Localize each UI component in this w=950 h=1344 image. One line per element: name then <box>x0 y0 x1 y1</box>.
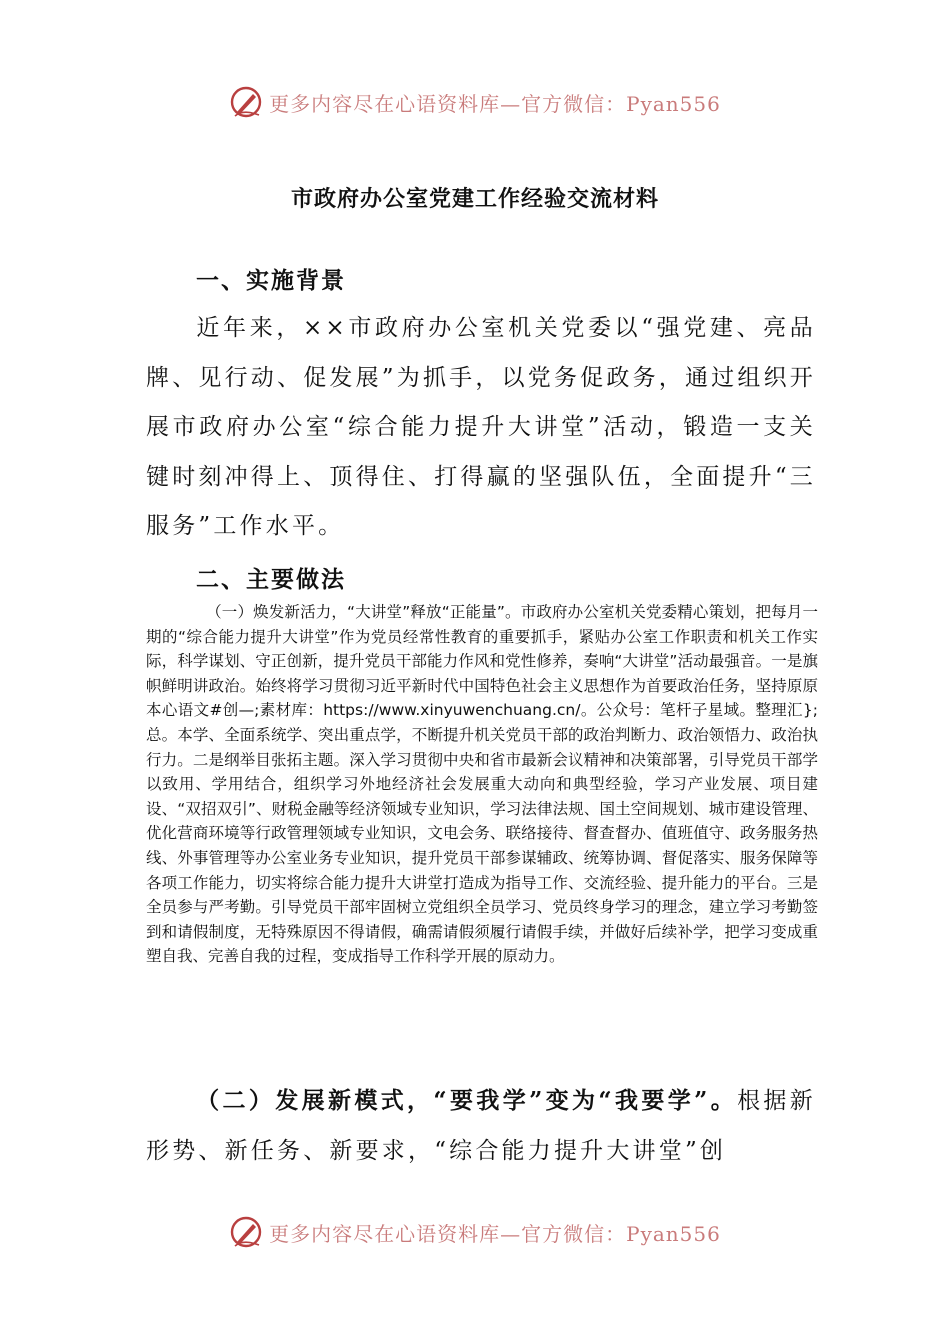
practice-part2-lead: （二）发展新模式，“要我学”变为“我要学”。 <box>196 1087 738 1114</box>
section-heading-main-practices: 二、主要做法 <box>196 566 346 593</box>
document-title: 市政府办公室党建工作经验交流材料 <box>290 186 659 212</box>
watermark-text: 更多内容尽在心语资料库—官方微信：Pyan556 <box>269 91 721 116</box>
section-heading-background: 一、实施背景 <box>196 267 346 294</box>
watermark-text: 更多内容尽在心语资料库—官方微信：Pyan556 <box>269 1221 721 1246</box>
practice-part2-text: 根据新形势、新任务、新要求，“综合能力提升大讲堂”创 <box>146 1088 816 1164</box>
pen-circle-logo-icon <box>229 1215 263 1249</box>
watermark-banner-bottom <box>0 1210 950 1254</box>
background-paragraph-text: 近年来，××市政府办公室机关党委以“强党建、亮品牌、见行动、促发展”为抓手，以党务促政务，通过组织开展市政府办公室“综合能力提升大讲堂”活动，锻造一支关键时刻冲得上、顶得住、打得赢的坚强队伍，全面提升“三服务”工作水平。 <box>146 315 816 539</box>
practice-part1-text: （一）焕发新活力，“大讲堂”释放“正能量”。市政府办公室机关党委精心策划，把每月一期的“综合能力提升大讲堂”作为党员经常性教育的重要抓手，紧贴办公室工作职责和机关工作实际，科学谋划、守正创新，提升党员干部能力作风和党性修养，奏响“大讲堂”活动最强音。一是旗帜鲜明讲政治。始终将学习贯彻习近平新时代中国特色社会主义思想作为首要政治任务，坚持原原本心语文#创—;素材库：https://www.xinyuwenchuang.cn/。公众号：笔杆子星域。整理汇};总。本学、全面系统学、突出重点学，不断提升机关党员干部的政治判断力、政治领悟力、政治执行力。二是纲举目张拓主题。深入学习贯彻中央和省市最新会议精神和决策部署，引导党员干部学以致用、学用结合，组织学习外地经济社会发展重大动向和典型经验，学习产业发展、项目建设、“双招双引”、财税金融等经济领域专业知识，学习法律法规、国土空间规划、城市建设管理、优化营商环境等行政管理领域专业知识，文电会务、联络接待、督查督办、值班值守、政务服务热线、外事管理等办公室业务专业知识，提升党员干部参谋辅政、统筹协调、督促落实、服务保障等各项工作能力，切实将综合能力提升大讲堂打造成为指导工作、交流经验、提升能力的平台。三是全员参与严考勤。引导党员干部牢固树立党组织全员学习、党员终身学习的理念，建立学习考勤签到和请假制度，无特殊原因不得请假，确需请假须履行请假手续，并做好后续补学，把学习变成重塑自我、完善自我的过程，变成指导工作科学开展的原动力。 <box>146 603 818 966</box>
watermark-banner-top <box>0 80 950 124</box>
practice-part1-paragraph <box>146 600 818 969</box>
pen-circle-logo-icon <box>229 85 263 119</box>
background-paragraph <box>146 304 816 552</box>
practice-part2-paragraph <box>146 1076 816 1176</box>
